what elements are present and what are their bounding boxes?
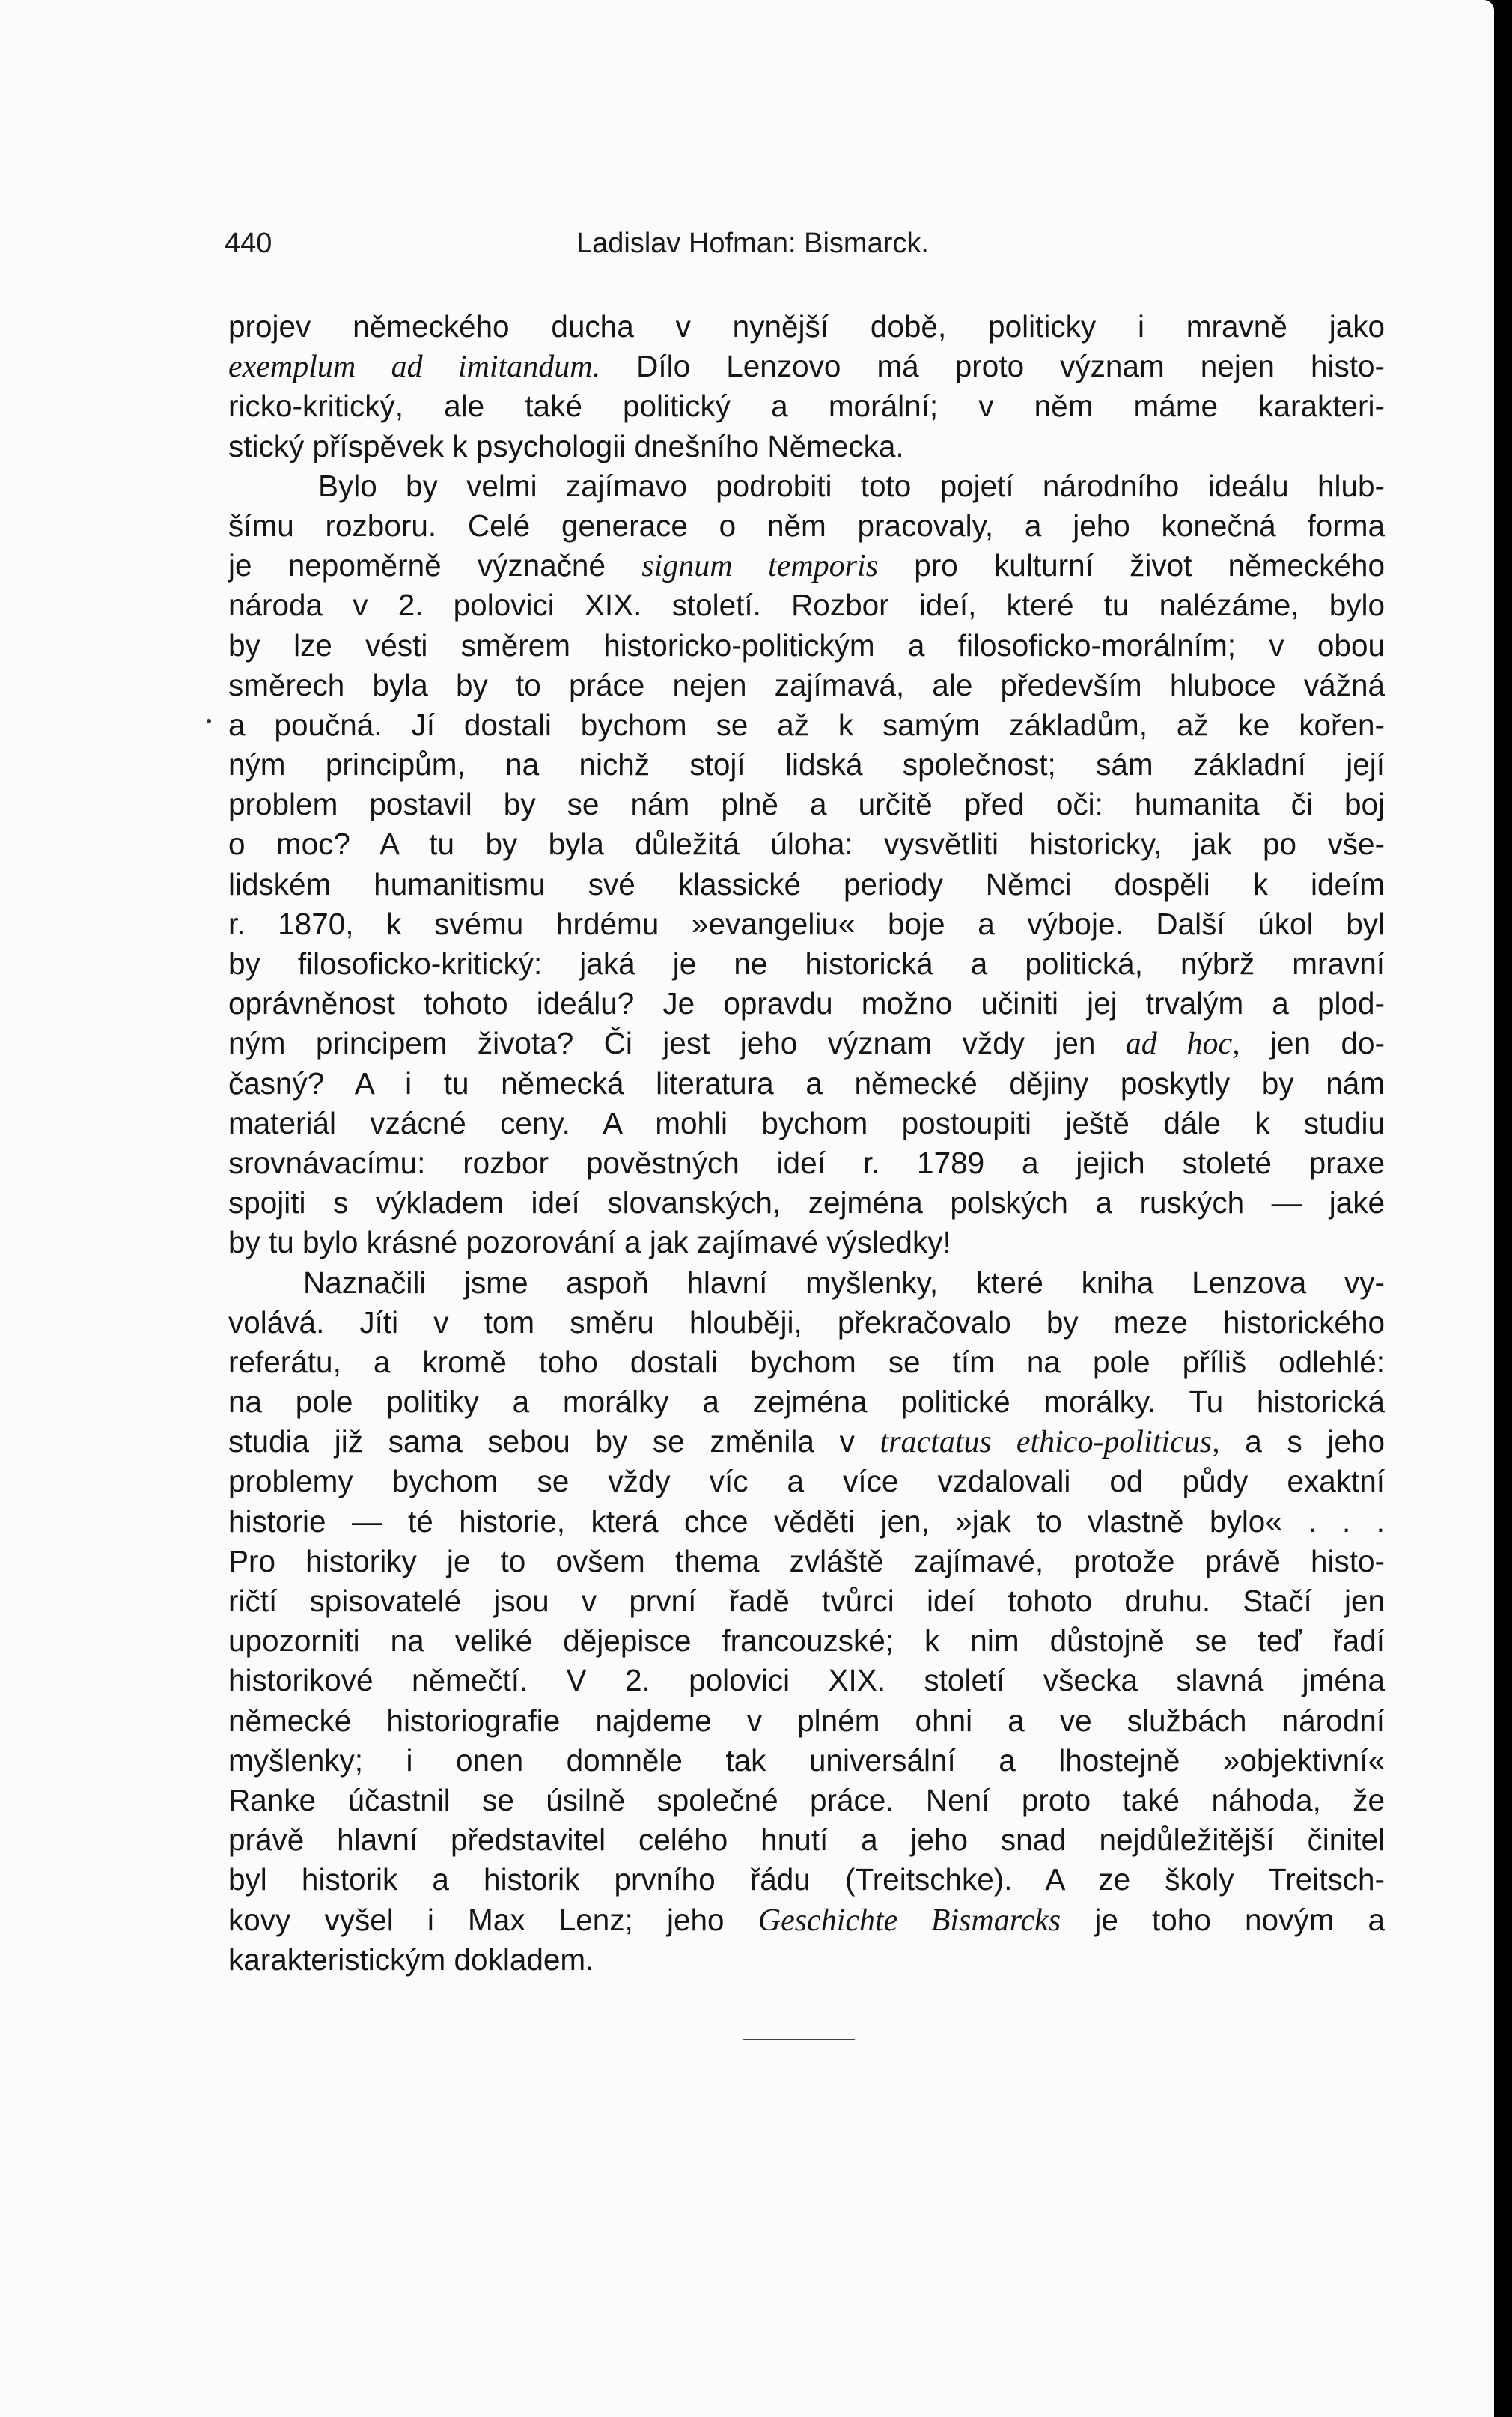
end-rule	[743, 2039, 855, 2040]
italic-phrase: exemplum ad imitandum.	[228, 350, 601, 385]
text-line: směrech byla by to práce nejen zajímavá, ale především hluboce vážná	[228, 667, 1385, 702]
text-line: právě hlavní představitel celého hnutí a jeho snad nejdůležitější činitel	[228, 1822, 1385, 1858]
text-line: je nepoměrně význačné signum temporis pro kulturní život německého	[228, 548, 1385, 584]
text-line: na pole politiky a morálky a zejména politické morálky. Tu historická	[228, 1384, 1385, 1420]
text-line: r. 1870, k svému hrdému »evangeliu« boje a výboje. Další úkol byl	[228, 906, 1385, 941]
italic-phrase: signum temporis	[641, 549, 879, 584]
text-line: Naznačili jsme aspoň hlavní myšlenky, které kniha Lenzova vy-	[303, 1265, 1385, 1300]
page-header	[225, 228, 1381, 273]
text-line: ným principům, na nichž stojí lidská společnost; sám základní její	[228, 747, 1385, 782]
text-line: studia již sama sebou by se změnila v tractatus ethico-politicus, a s jeho	[228, 1424, 1385, 1460]
text-line: kovy vyšel i Max Lenz; jeho Geschichte Bismarcks je toho novým a	[228, 1902, 1385, 1938]
text-line: historie — té historie, která chce věděti jen, »jak to vlastně bylo« . . .	[228, 1504, 1385, 1539]
text-line: materiál vzácné ceny. A mohli bychom postoupiti ještě dále k studiu	[228, 1105, 1385, 1140]
running-head: Ladislav Hofman: Bismarck.	[576, 228, 929, 259]
text-line: srovnávacímu: rozbor pověstných ideí r. 1789 a jejich stoleté praxe	[228, 1145, 1385, 1180]
text-line: upozorniti na veliké dějepisce francouzské; k nim důstojně se teď řadí	[228, 1623, 1385, 1659]
text-line: historikové němečtí. V 2. polovici XIX. století všecka slavná jména	[228, 1663, 1385, 1698]
text-line: byl historik a historik prvního řádu (Treitschke). A ze školy Treitsch-	[228, 1862, 1385, 1897]
italic-phrase: tractatus ethico-politicus,	[880, 1425, 1220, 1460]
text-line: projev německého ducha v nynější době, politicky i mravně jako	[228, 309, 1385, 344]
text-line: exemplum ad imitandum. Dílo Lenzovo má proto význam nejen histo-	[228, 349, 1385, 385]
body-text	[228, 307, 1385, 1980]
text-line: ným principem života? Či jest jeho význam vždy jen ad hoc, jen do-	[228, 1026, 1385, 1062]
italic-phrase: Geschichte Bismarcks	[757, 1903, 1061, 1938]
text-line: německé historiografie najdeme v plném ohni a ve službách národní	[228, 1703, 1385, 1738]
text-line: Bylo by velmi zajímavo podrobiti toto pojetí národního ideálu hlub-	[318, 468, 1385, 503]
text-line: národa v 2. polovici XIX. století. Rozbor ideí, které tu nalézáme, bylo	[228, 588, 1385, 623]
text-line: karakteristickým dokladem.	[228, 1942, 594, 1977]
text-line: o moc? A tu by byla důležitá úloha: vysvětliti historicky, jak po vše-	[228, 827, 1385, 862]
text-line: ričtí spisovatelé jsou v první řadě tvůrci ideí tohoto druhu. Stačí jen	[228, 1584, 1385, 1618]
italic-phrase: ad hoc,	[1125, 1027, 1240, 1062]
text-line: lidském humanitismu své klassické periody Němci dospěli k ideím	[228, 866, 1385, 902]
text-line: spojiti s výkladem ideí slovanských, zejména polských a ruských — jaké	[228, 1185, 1385, 1220]
text-line: šímu rozboru. Celé generace o něm pracovaly, a jeho konečná forma	[228, 508, 1385, 543]
text-line: by tu bylo krásné pozorování a jak zajímavé výsledky!	[228, 1225, 951, 1260]
text-line: oprávněnost tohoto ideálu? Je opravdu možno učiniti jej trvalým a plod-	[228, 986, 1385, 1021]
text-line: myšlenky; i onen domněle tak universální a lhostejně »objektivní«	[228, 1742, 1385, 1778]
text-line: a poučná. Jí dostali bychom se až k samým základům, až ke kořen-	[228, 707, 1385, 742]
text-line: časný? A i tu německá literatura a německé dějiny poskytly by nám	[228, 1065, 1385, 1101]
text-line: Ranke účastnil se úsilně společné práce. Není proto také náhoda, že	[228, 1782, 1385, 1817]
text-line: by lze vésti směrem historicko-politickým a filosoficko-morálním; v obou	[228, 627, 1385, 663]
text-line: volává. Jíti v tom směru hlouběji, překračovalo by meze historického	[228, 1304, 1385, 1340]
text-line: referátu, a kromě toho dostali bychom se tím na pole příliš odlehlé:	[228, 1344, 1385, 1379]
page-number: 440	[225, 228, 272, 259]
text-line: problemy bychom se vždy víc a více vzdalovali od půdy exaktní	[228, 1464, 1385, 1499]
text-line: Pro historiky je to ovšem thema zvláště zajímavé, protože právě histo-	[228, 1543, 1385, 1578]
text-line: ricko-kritický, ale také politický a morální; v něm máme karakteri-	[228, 389, 1385, 424]
text-line: stický příspěvek k psychologii dnešního Německa.	[228, 428, 904, 463]
text-line: problem postavil by se nám plně a určitě před oči: humanita či boj	[228, 787, 1385, 822]
print-speck	[207, 719, 211, 723]
text-line: by filosoficko-kritický: jaká je ne historická a politická, nýbrž mravní	[228, 946, 1385, 981]
